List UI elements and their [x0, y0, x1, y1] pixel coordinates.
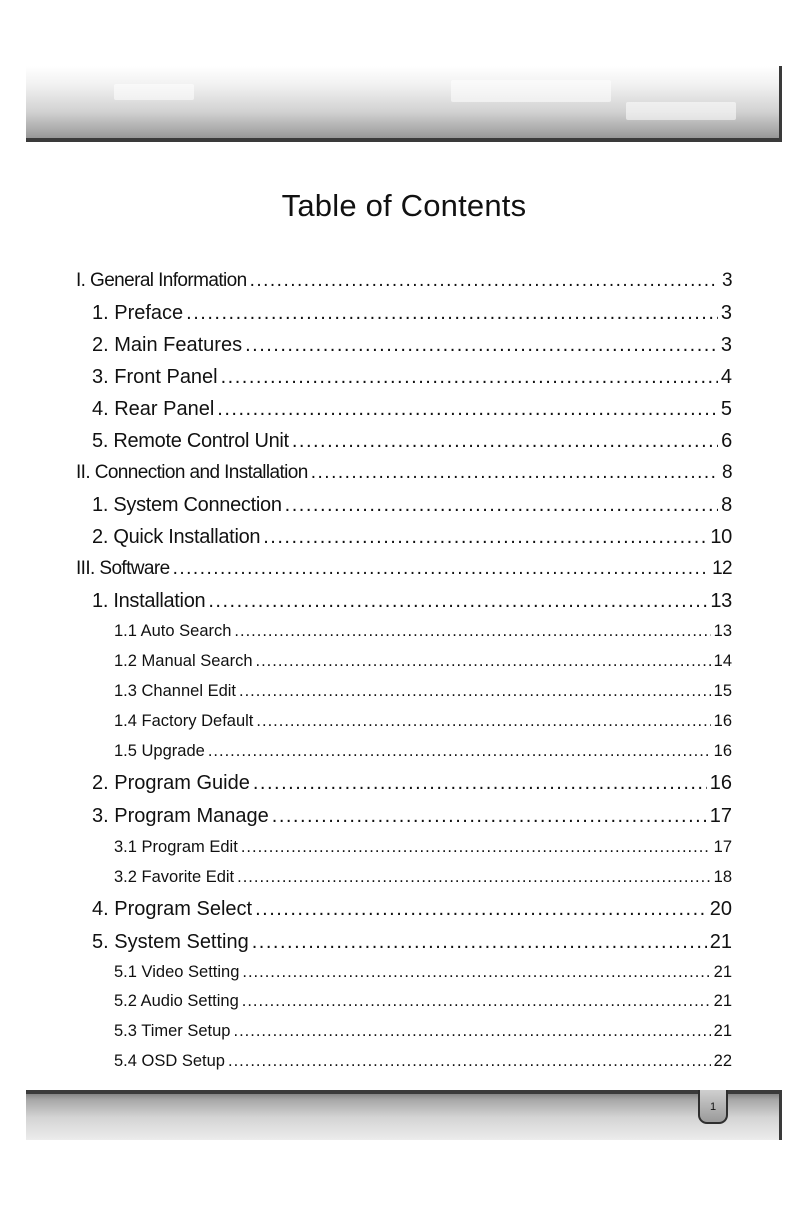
toc-entry-remote-control-unit[interactable]: [76, 430, 732, 462]
toc-entry-label: 3. Front Panel: [92, 366, 218, 388]
toc-entry-page: 21: [709, 931, 732, 953]
toc-entry-program-guide[interactable]: [76, 772, 732, 805]
toc-entry-label: 3.2 Favorite Edit: [114, 868, 235, 886]
toc-entry-rear-panel[interactable]: [76, 398, 732, 430]
dot-leader: [253, 772, 707, 795]
toc-entry-label: 2. Main Features: [92, 334, 243, 356]
toc-entry-page: 22: [713, 1052, 732, 1070]
toc-entry-page: 8: [722, 462, 732, 483]
dot-leader: [256, 712, 710, 731]
toc-entry-label: 3. Program Manage: [92, 805, 269, 827]
header-smudge: [114, 84, 194, 100]
toc-entry-upgrade[interactable]: [76, 742, 732, 772]
toc-entry-page: 8: [721, 494, 732, 516]
table-of-contents: [76, 270, 732, 1082]
dot-leader: [252, 931, 707, 954]
dot-leader: [245, 334, 718, 357]
toc-entry-label: 5.4 OSD Setup: [114, 1052, 225, 1070]
toc-entry-software[interactable]: [76, 558, 732, 590]
toc-entry-page: 3: [722, 270, 732, 291]
dot-leader: [217, 398, 718, 421]
toc-entry-label: 5.1 Video Setting: [114, 963, 240, 981]
page-title: Table of Contents: [281, 188, 527, 223]
toc-entry-installation[interactable]: [76, 590, 732, 622]
toc-entry-label: 1. Installation: [92, 590, 206, 612]
toc-entry-general-information[interactable]: [76, 270, 732, 302]
toc-entry-audio-setting[interactable]: [76, 992, 732, 1022]
toc-entry-front-panel[interactable]: [76, 366, 732, 398]
dot-leader: [239, 682, 711, 701]
toc-entry-channel-edit[interactable]: [76, 682, 732, 712]
toc-entry-page: 6: [721, 430, 732, 452]
dot-leader: [263, 526, 707, 549]
toc-entry-favorite-edit[interactable]: [76, 868, 732, 898]
dot-leader: [173, 558, 709, 580]
dot-leader: [186, 302, 718, 325]
toc-entry-page: 16: [709, 772, 732, 794]
dot-leader: [272, 805, 707, 828]
toc-entry-preface[interactable]: [76, 302, 732, 334]
page-number-tab: [698, 1090, 728, 1124]
toc-entry-page: 17: [709, 805, 732, 827]
toc-entry-connection-and-installation[interactable]: [76, 462, 732, 494]
toc-entry-program-manage[interactable]: [76, 805, 732, 838]
toc-entry-label: III. Software: [76, 558, 170, 579]
dot-leader: [234, 622, 710, 641]
toc-entry-label: 2. Program Guide: [92, 772, 250, 794]
dot-leader: [292, 430, 718, 453]
toc-entry-page: 3: [720, 334, 732, 356]
toc-entry-osd-setup[interactable]: [76, 1052, 732, 1082]
toc-entry-label: 1.4 Factory Default: [114, 712, 254, 730]
dot-leader: [228, 1052, 711, 1071]
dot-leader: [256, 652, 711, 671]
toc-entry-label: 1.5 Upgrade: [114, 742, 205, 760]
toc-entry-label: 1.2 Manual Search: [114, 652, 253, 670]
dot-leader: [311, 462, 719, 484]
toc-entry-page: 18: [713, 868, 732, 886]
footer-edge: [779, 1090, 782, 1140]
dot-leader: [208, 742, 711, 761]
toc-entry-page: 10: [710, 526, 732, 548]
dot-leader: [241, 838, 711, 857]
page-number: 1: [709, 1101, 717, 1113]
toc-entry-page: 16: [713, 742, 732, 760]
toc-entry-video-setting[interactable]: [76, 963, 732, 992]
toc-entry-factory-default[interactable]: [76, 712, 732, 742]
toc-entry-auto-search[interactable]: [76, 622, 732, 652]
footer-rule: [26, 1090, 782, 1094]
toc-entry-label: 1.1 Auto Search: [114, 622, 232, 640]
toc-entry-system-connection[interactable]: [76, 494, 732, 526]
toc-entry-page: 20: [709, 898, 732, 920]
toc-entry-label: 4. Program Select: [92, 898, 253, 920]
toc-entry-label: 2. Quick Installation: [92, 526, 261, 548]
dot-leader: [285, 494, 719, 517]
toc-entry-label: 5.2 Audio Setting: [114, 992, 239, 1010]
toc-entry-page: 13: [713, 622, 732, 640]
toc-entry-page: 13: [710, 590, 732, 612]
header-smudge: [451, 80, 611, 102]
dot-leader: [242, 992, 711, 1011]
toc-entry-page: 17: [713, 838, 732, 856]
footer-banner: [26, 1090, 782, 1140]
toc-entry-label: 3.1 Program Edit: [114, 838, 238, 856]
toc-entry-label: 1. System Connection: [92, 494, 282, 516]
toc-entry-quick-installation[interactable]: [76, 526, 732, 558]
toc-entry-label: II. Connection and Installation: [76, 462, 308, 483]
toc-entry-page: 21: [713, 963, 732, 981]
header-edge: [779, 66, 782, 142]
toc-entry-page: 3: [720, 302, 732, 324]
dot-leader: [237, 868, 711, 887]
toc-entry-label: 5.3 Timer Setup: [114, 1022, 231, 1040]
toc-entry-page: 14: [713, 652, 732, 670]
toc-entry-label: 1.3 Channel Edit: [114, 682, 237, 700]
dot-leader: [255, 898, 707, 921]
dot-leader: [208, 590, 707, 613]
toc-entry-label: 5. Remote Control Unit: [92, 430, 289, 452]
toc-entry-system-setting[interactable]: [76, 931, 732, 963]
toc-entry-page: 21: [713, 992, 732, 1010]
toc-entry-program-select[interactable]: [76, 898, 732, 931]
dot-leader: [242, 963, 710, 982]
toc-entry-label: I. General Information: [76, 270, 247, 291]
toc-entry-label: 1. Preface: [92, 302, 184, 324]
dot-leader: [233, 1022, 710, 1041]
toc-entry-program-edit[interactable]: [76, 838, 732, 868]
dot-leader: [250, 270, 719, 292]
toc-entry-page: 4: [720, 366, 732, 388]
toc-entry-timer-setup[interactable]: [76, 1022, 732, 1052]
toc-entry-page: 16: [713, 712, 732, 730]
toc-entry-main-features[interactable]: [76, 334, 732, 366]
toc-entry-page: 15: [713, 682, 732, 700]
header-banner: [26, 66, 782, 142]
toc-entry-label: 4. Rear Panel: [92, 398, 215, 420]
header-rule: [26, 138, 782, 142]
dot-leader: [221, 366, 718, 389]
toc-entry-page: 12: [712, 558, 732, 579]
toc-entry-manual-search[interactable]: [76, 652, 732, 682]
toc-entry-page: 21: [713, 1022, 732, 1040]
toc-entry-label: 5. System Setting: [92, 931, 249, 953]
header-smudge: [626, 102, 736, 120]
toc-entry-page: 5: [720, 398, 732, 420]
